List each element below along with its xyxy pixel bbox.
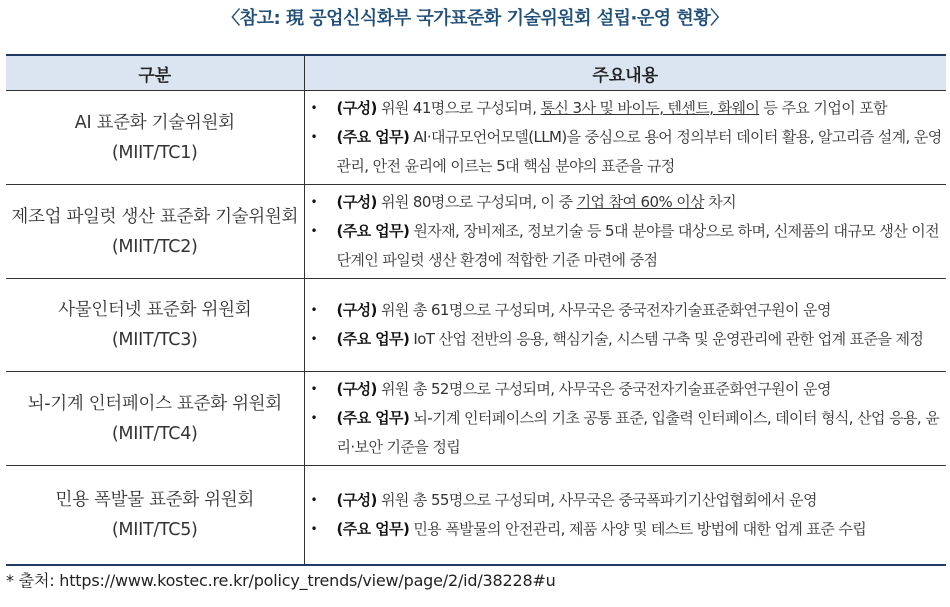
- details-list: [305, 91, 947, 184]
- item-text-tail: 차지: [704, 193, 736, 211]
- table-header-row: [6, 55, 946, 91]
- bullet-icon: •: [310, 224, 317, 238]
- committee-code: (MIIT/TC2): [111, 236, 198, 257]
- column-header-category: 구분: [6, 55, 304, 91]
- bullet-icon: •: [310, 332, 317, 346]
- item-text: AI·대규모언어모델(LLM)을 중심으로 용어 정의부터 데이터 활용, 알고리즘 설계, 운영 관리, 안전 윤리에 이르는 5대 핵심 분야의 표준을 규정: [336, 128, 942, 175]
- committee-details-cell: [304, 91, 946, 185]
- source-note: * 출처: https://www.kostec.re.kr/policy_trends/view/page/2/id/38228#u: [6, 571, 556, 590]
- committee-name: 뇌-기계 인터페이스 표준화 위원회: [27, 393, 282, 414]
- list-item: [309, 94, 943, 123]
- details-list: [305, 483, 947, 547]
- item-text: 위원 41명으로 구성되며,: [376, 99, 541, 117]
- item-label: (주요 업무): [336, 128, 410, 146]
- item-text: 위원 총 55명으로 구성되며, 사무국은 중국폭파기기산업협회에서 운영: [376, 490, 817, 509]
- committee-name: 민용 폭발물 표준화 위원회: [55, 489, 254, 510]
- committee-details-cell: [304, 466, 946, 565]
- bullet-icon: •: [310, 382, 317, 396]
- committee-code: (MIIT/TC1): [111, 142, 198, 163]
- list-item: [309, 515, 943, 544]
- committee-name-cell: [6, 185, 304, 279]
- list-item: [309, 123, 943, 181]
- committee-name-cell: [6, 466, 304, 565]
- committee-code: (MIIT/TC3): [111, 330, 198, 350]
- table-row: [6, 466, 946, 565]
- list-item: [309, 375, 943, 404]
- item-text: 위원 총 61명으로 구성되며, 사무국은 중국전자기술표준화연구원이 운영: [376, 301, 831, 319]
- item-text-tail: 등 주요 기업이 포함: [759, 99, 888, 117]
- page-title: 〈참고: 現 공업신식화부 국가표준화 기술위원회 설립·운영 현황〉: [222, 8, 728, 29]
- table-row: [6, 279, 946, 372]
- committee-name: AI 표준화 기술위원회: [74, 112, 235, 133]
- committee-code: (MIIT/TC5): [111, 519, 198, 540]
- item-text: 위원 총 52명으로 구성되며, 사무국은 중국전자기술표준화연구원이 운영: [376, 380, 831, 398]
- list-item: [309, 296, 943, 325]
- table-row: [6, 185, 946, 279]
- bullet-icon: •: [310, 411, 317, 425]
- item-text: 뇌-기계 인터페이스의 기초 공통 표준, 입출력 인터페이스, 데이터 형식, 산업 응용, 윤리·보안 기준을 정립: [336, 409, 940, 456]
- details-list: [305, 185, 947, 278]
- item-underlined-text: 통신 3사 및 바이두, 텐센트, 화웨이: [540, 99, 760, 117]
- item-label: (구성): [336, 490, 377, 509]
- item-underlined-text: 기업 참여 60% 이상: [576, 193, 705, 211]
- list-item: [309, 188, 943, 217]
- list-item: [309, 325, 943, 354]
- details-list: [305, 293, 947, 357]
- item-label: (주요 업무): [336, 222, 410, 240]
- bullet-icon: •: [310, 101, 317, 115]
- committee-code: (MIIT/TC4): [111, 423, 198, 444]
- item-label: (주요 업무): [336, 409, 410, 427]
- committee-table: [6, 54, 946, 566]
- list-item: [309, 217, 943, 275]
- committee-name: 제조업 파일럿 생산 표준화 기술위원회: [11, 206, 299, 227]
- item-text: 원자재, 장비제조, 정보기술 등 5대 분야를 대상으로 하며, 신제품의 대규모 생산 이전 단계인 파일럿 생산 환경에 적합한 기준 마련에 중점: [336, 222, 940, 269]
- item-text: 민용 폭발물의 안전관리, 제품 사양 및 테스트 방법에 대한 업계 표준 수립: [409, 519, 867, 538]
- committee-name-cell: [6, 372, 304, 466]
- bullet-icon: •: [310, 130, 317, 144]
- committee-name: 사물인터넷 표준화 위원회: [58, 300, 252, 320]
- item-label: (주요 업무): [336, 330, 410, 348]
- item-label: (주요 업무): [336, 519, 410, 538]
- list-item: [309, 486, 943, 515]
- bullet-icon: •: [310, 521, 317, 536]
- bullet-icon: •: [310, 492, 317, 507]
- item-text: IoT 산업 전반의 응용, 핵심기술, 시스템 구축 및 운영관리에 관한 업계 표준을 제정: [409, 330, 924, 348]
- item-text: 위원 80명으로 구성되며, 이 중: [376, 193, 577, 211]
- committee-name-cell: [6, 91, 304, 185]
- item-label: (구성): [336, 380, 377, 398]
- item-label: (구성): [336, 99, 377, 117]
- committee-details-cell: [304, 185, 946, 279]
- committee-details-cell: [304, 279, 946, 372]
- table-row: [6, 372, 946, 466]
- details-list: [305, 372, 947, 465]
- bullet-icon: •: [310, 195, 317, 209]
- table-row: [6, 91, 946, 185]
- bullet-icon: •: [310, 303, 317, 317]
- item-label: (구성): [336, 193, 377, 211]
- item-label: (구성): [336, 301, 377, 319]
- list-item: [309, 404, 943, 462]
- committee-details-cell: [304, 372, 946, 466]
- committee-name-cell: [6, 279, 304, 372]
- column-header-content: 주요내용: [304, 55, 946, 91]
